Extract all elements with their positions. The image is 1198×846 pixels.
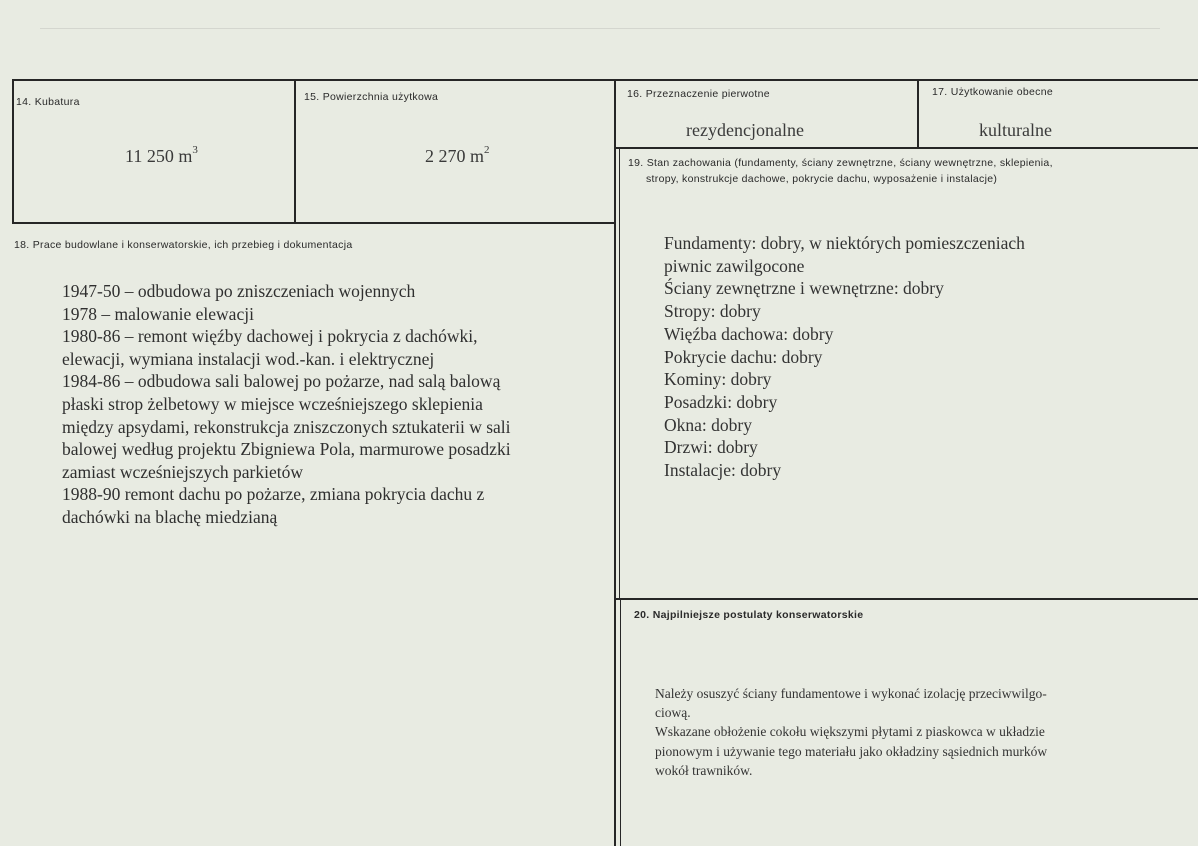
prace-line: dachówki na blachę miedzianą [62, 506, 278, 527]
stan-line: Instalacje: dobry [664, 460, 782, 481]
top-dashed-mark [40, 28, 1160, 29]
prace-line: płaski strop żelbetowy w miejsce wcześniejszego sklepienia [62, 393, 483, 414]
rule-main-divider [614, 79, 616, 846]
uzytkowanie-value: kulturalne [979, 120, 1052, 140]
kubatura-unit-power: 3 [192, 144, 198, 156]
rule-right-20-inner [620, 598, 621, 846]
rule-right-19-20 [616, 598, 1198, 600]
postulaty-entries [655, 684, 1047, 780]
stan-line: Ściany zewnętrzne i wewnętrzne: dobry [664, 278, 944, 299]
stan-label-line1: 19. Stan zachowania (fundamenty, ściany zewnętrzne, ściany wewnętrzne, sklepienia, [628, 157, 1053, 169]
stan-line: Kominy: dobry [664, 369, 772, 390]
kubatura-value [125, 144, 198, 167]
stan-line: Posadzki: dobry [664, 391, 778, 412]
postulaty-line: Wskazane obłożenie cokołu większymi płytami z piaskowca w układzie [655, 724, 1045, 740]
postulaty-line: ciową. [655, 705, 691, 721]
uzytkowanie-label: 17. Użytkowanie obecne [932, 86, 1054, 98]
rule-top [12, 79, 1198, 81]
prace-line: 1947-50 – odbudowa po zniszczeniach wojennych [62, 281, 416, 301]
postulaty-line: pionowym i używanie tego materiału jako okładziny sąsiednich murków [655, 743, 1048, 759]
prace-line: 1984-86 – odbudowa sali balowej po pożarze, nad salą balową [62, 371, 501, 392]
stan-line: Stropy: dobry [664, 301, 761, 322]
stan-line: Więźba dachowa: dobry [664, 323, 834, 344]
postulaty-line: Należy osuszyć ściany fundamentowe i wykonać izolację przeciwwilgo- [655, 686, 1047, 701]
stan-line: Pokrycie dachu: dobry [664, 346, 823, 367]
stan-entries [664, 232, 1025, 482]
kubatura-number: 11 250 m [125, 146, 193, 166]
kubatura-label: 14. Kubatura [16, 96, 80, 108]
rule-16-17 [917, 79, 919, 149]
stan-line: piwnic zawilgocone [664, 255, 805, 276]
prace-entries [62, 280, 511, 529]
stan-line: Drzwi: dobry [664, 437, 758, 458]
prace-line: między apsydami, rekonstrukcja zniszczonych sztukaterii w sali [62, 416, 511, 437]
stan-label-line2: stropy, konstrukcje dachowe, pokrycie dachu, wyposażenie i instalacje) [646, 173, 998, 185]
powierzchnia-label: 15. Powierzchnia użytkowa [304, 91, 439, 103]
postulaty-label: 20. Najpilniejsze postulaty konserwatorskie [634, 609, 864, 621]
prace-line: 1978 – malowanie elewacji [62, 303, 254, 324]
stan-line: Fundamenty: dobry, w niektórych pomieszczeniach [664, 233, 1025, 253]
przeznaczenie-value: rezydencjonalne [686, 120, 804, 140]
prace-line: elewacji, wymiana instalacji wod.-kan. i elektrycznej [62, 348, 435, 369]
rule-left-edge [12, 79, 14, 224]
prace-line: 1980-86 – remont więźby dachowej i pokrycia z dachówki, [62, 326, 478, 347]
przeznaczenie-label: 16. Przeznaczenie pierwotne [627, 88, 770, 100]
prace-line: zamiast wcześniejszych parkietów [62, 461, 304, 482]
prace-line: 1988-90 remont dachu po pożarze, zmiana pokrycia dachu z [62, 484, 485, 505]
prace-label: 18. Prace budowlane i konserwatorskie, ich przebieg i dokumentacja [14, 239, 353, 251]
rule-left-mid [12, 222, 616, 224]
powierzchnia-value [425, 144, 490, 167]
prace-line: balowej według projektu Zbigniewa Pola, marmurowe posadzki [62, 439, 511, 460]
powierzchnia-number: 2 270 m [425, 146, 485, 166]
stan-line: Okna: dobry [664, 414, 752, 435]
rule-14-15 [294, 79, 296, 224]
rule-right-16-17 [616, 147, 1198, 149]
powierzchnia-unit-power: 2 [484, 144, 490, 156]
postulaty-line: wokół trawników. [655, 762, 753, 778]
rule-right-19-inner [619, 147, 620, 599]
